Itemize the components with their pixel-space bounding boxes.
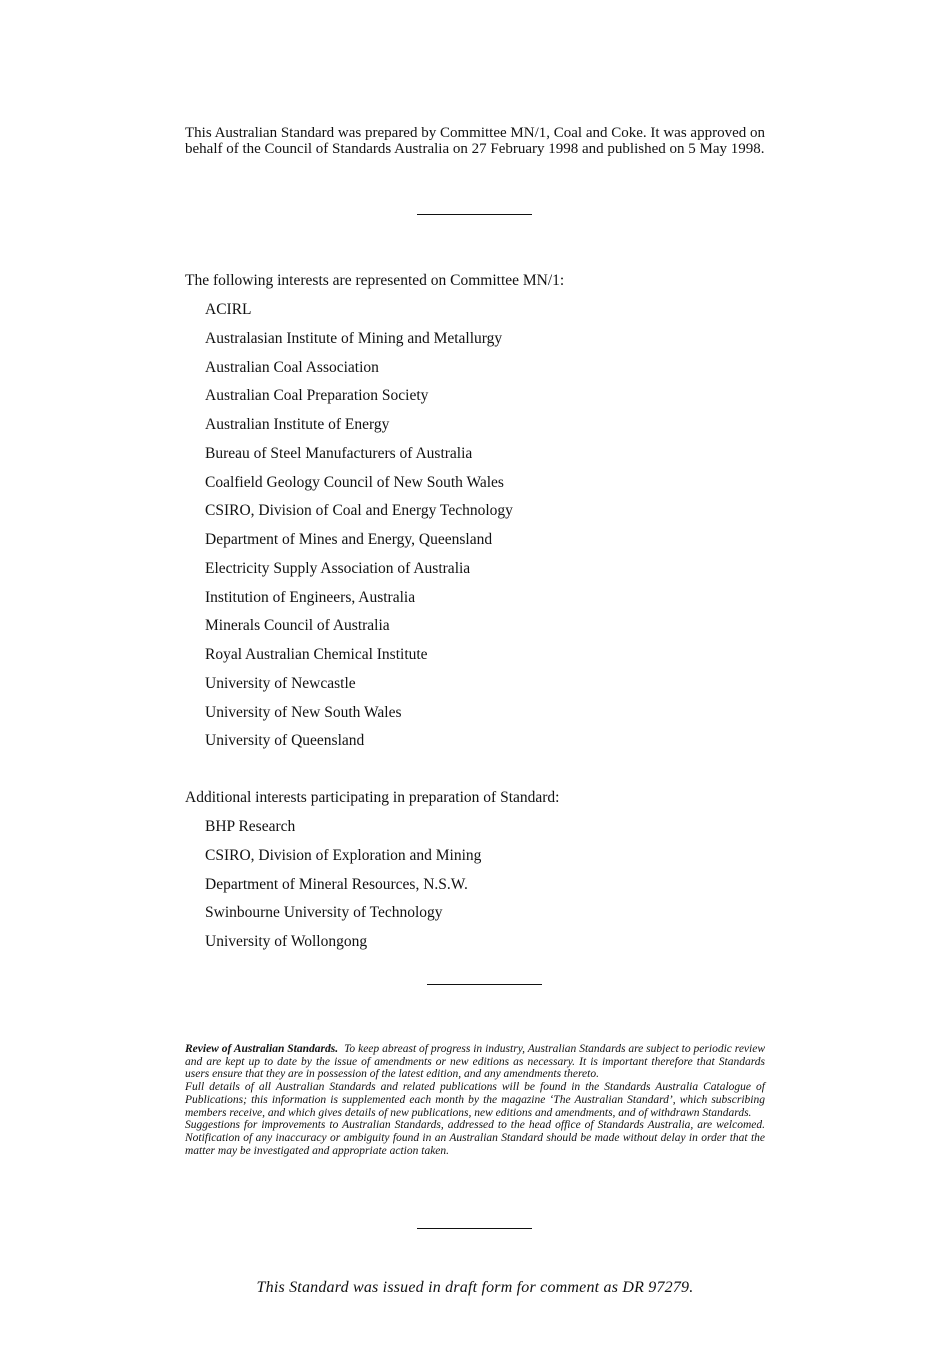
- list-item: Australian Institute of Energy: [205, 416, 390, 433]
- list-item: Australasian Institute of Mining and Metallurgy: [205, 329, 503, 347]
- list-item: Australian Coal Association: [205, 358, 379, 376]
- list-item: University of New South Wales: [205, 703, 402, 721]
- list-item: Bureau of Steel Manufacturers of Australia: [205, 444, 473, 462]
- review-paragraph: [185, 1043, 765, 1081]
- list-item: Department of Mineral Resources, N.S.W.: [205, 875, 468, 893]
- list-item: CSIRO, Division of Coal and Energy Technology: [205, 502, 513, 520]
- list-item: Coalfield Geology Council of New South Wales: [205, 473, 504, 491]
- list-item: Department of Mines and Energy, Queensland: [205, 531, 493, 548]
- list-item: Electricity Supply Association of Australia: [205, 559, 471, 577]
- review-notice: [185, 1043, 765, 1157]
- preparation-statement: This Australian Standard was prepared by Committee MN/1, Coal and Coke. It was approved on behalf of the Council of Standards Australia on 27 February 1998 and published on 5 May 1998.: [185, 125, 765, 157]
- list-item: Institution of Engineers, Australia: [205, 588, 416, 606]
- list-item: Australian Coal Preparation Society: [205, 387, 429, 405]
- divider-rule: [427, 984, 542, 985]
- review-title: Review of Australian Standards.: [185, 1043, 339, 1055]
- suggestions-paragraph: Suggestions for improvements to Australian Standards, addressed to the head office of Standards Australia, are welcomed. Notification of any inaccuracy or ambiguity found in an Australian Standard should be made without delay in order that the matter may be investigated and appropriate action taken.: [185, 1119, 765, 1157]
- list-item: BHP Research: [205, 818, 296, 835]
- committee-heading: The following interests are represented on Committee MN/1:: [185, 272, 565, 289]
- list-item: ACIRL: [205, 301, 252, 318]
- review-text: To keep abreast of progress in industry, Australian Standards are subject to periodic review and are kept up to date by the issue of amendments or new editions as necessary. It is important therefore that Standards users ensure that they are in possession of the latest edition, and any amendments thereto.: [185, 1043, 766, 1081]
- list-item: University of Wollongong: [205, 933, 368, 950]
- list-item: University of Newcastle: [205, 674, 356, 692]
- additional-interests-heading: Additional interests participating in preparation of Standard:: [185, 789, 560, 806]
- additional-interests-list: [205, 817, 481, 961]
- divider-rule: [417, 1228, 532, 1229]
- list-item: CSIRO, Division of Exploration and Mining: [205, 846, 482, 864]
- catalogue-paragraph: Full details of all Australian Standards and related publications will be found in the Standards Australia Catalogue of Publications; this information is supplemented each month by the magazine ‘The Australian Standard’, which subscribing members receive, and which gives details of new publications, new editions and amendments, and of withdrawn Standards.: [185, 1081, 765, 1119]
- list-item: Swinbourne University of Technology: [205, 904, 443, 922]
- list-item: University of Queensland: [205, 732, 365, 750]
- list-item: Minerals Council of Australia: [205, 617, 390, 635]
- divider-rule: [417, 214, 532, 215]
- committee-member-list: [205, 300, 513, 760]
- draft-note: This Standard was issued in draft form for comment as DR 97279.: [256, 1279, 694, 1296]
- list-item: Royal Australian Chemical Institute: [205, 646, 428, 663]
